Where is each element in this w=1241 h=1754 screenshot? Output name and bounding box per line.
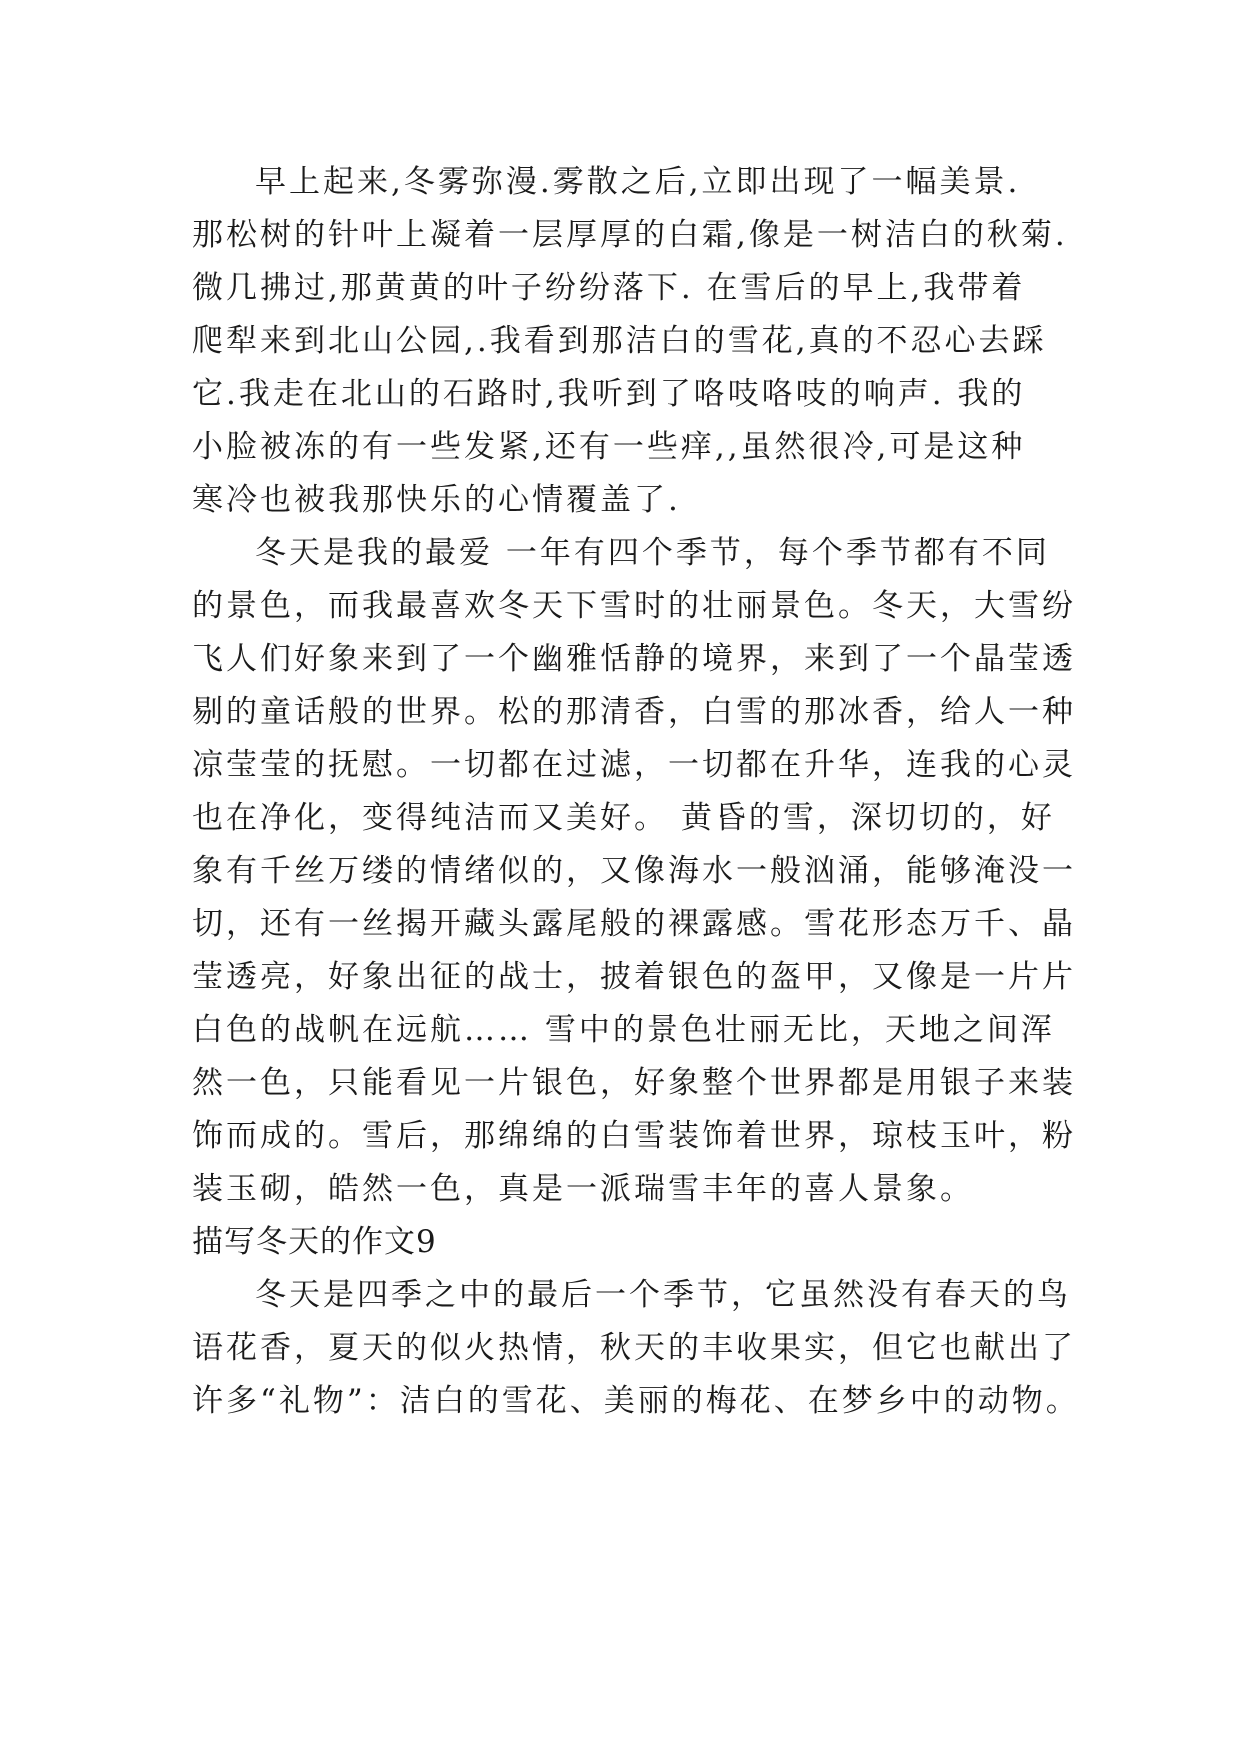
text-line: 它.我走在北山的石路时,我听到了咯吱咯吱的响声. 我的 bbox=[192, 376, 1026, 412]
text-line: 凉莹莹的抚慰。一切都在过滤，一切都在升华，连我的心灵 bbox=[192, 747, 1076, 783]
paragraph-winter-favorite bbox=[192, 527, 1076, 1216]
text-line: 象有千丝万缕的情绪似的，又像海水一般汹涌，能够淹没一 bbox=[192, 853, 1076, 889]
text-line: 小脸被冻的有一些发紧,还有一些痒,,虽然很冷,可是这种 bbox=[192, 429, 1026, 465]
text-line: 冬天是四季之中的最后一个季节，它虽然没有春天的鸟 bbox=[255, 1277, 1071, 1313]
section-heading: 描写冬天的作文9 bbox=[192, 1224, 437, 1260]
text-line: 许多“礼物”：洁白的雪花、美丽的梅花、在梦乡中的动物。 bbox=[192, 1383, 1080, 1419]
text-line: 的景色，而我最喜欢冬天下雪时的壮丽景色。冬天，大雪纷 bbox=[192, 588, 1076, 624]
text-line: 飞人们好象来到了一个幽雅恬静的境界，来到了一个晶莹透 bbox=[192, 641, 1076, 677]
text-line: 语花香，夏天的似火热情，秋天的丰收果实，但它也献出了 bbox=[192, 1330, 1076, 1366]
text-line: 寒冷也被我那快乐的心情覆盖了. bbox=[192, 482, 681, 518]
text-line: 莹透亮，好象出征的战士，披着银色的盔甲，又像是一片片 bbox=[192, 959, 1076, 995]
text-line: 饰而成的。雪后，那绵绵的白雪装饰着世界，琼枝玉叶，粉 bbox=[192, 1118, 1076, 1154]
text-line: 然一色，只能看见一片银色，好象整个世界都是用银子来装 bbox=[192, 1065, 1076, 1101]
document-body bbox=[192, 156, 1080, 1428]
text-line: 早上起来,冬雾弥漫.雾散之后,立即出现了一幅美景. bbox=[255, 164, 1021, 200]
text-line: 也在净化，变得纯洁而又美好。 黄昏的雪，深切切的，好 bbox=[192, 800, 1055, 836]
text-line: 白色的战帆在远航…… 雪中的景色壮丽无比，天地之间浑 bbox=[192, 1012, 1055, 1048]
text-line: 微几拂过,那黄黄的叶子纷纷落下. 在雪后的早上,我带着 bbox=[192, 270, 1026, 306]
text-line: 爬犁来到北山公园,.我看到那洁白的雪花,真的不忍心去踩 bbox=[192, 323, 1047, 359]
text-line: 切，还有一丝揭开藏头露尾般的裸露感。雪花形态万千、晶 bbox=[192, 906, 1076, 942]
text-line: 那松树的针叶上凝着一层厚厚的白霜,像是一树洁白的秋菊. bbox=[192, 217, 1068, 253]
text-line: 装玉砌，皓然一色，真是一派瑞雪丰年的喜人景象。 bbox=[192, 1171, 974, 1207]
text-line: 剔的童话般的世界。松的那清香，白雪的那冰香，给人一种 bbox=[192, 694, 1076, 730]
paragraph-morning-frost bbox=[192, 156, 1068, 527]
paragraph-last-season bbox=[192, 1269, 1080, 1428]
text-line: 冬天是我的最爱 一年有四个季节，每个季节都有不同 bbox=[255, 535, 1050, 571]
